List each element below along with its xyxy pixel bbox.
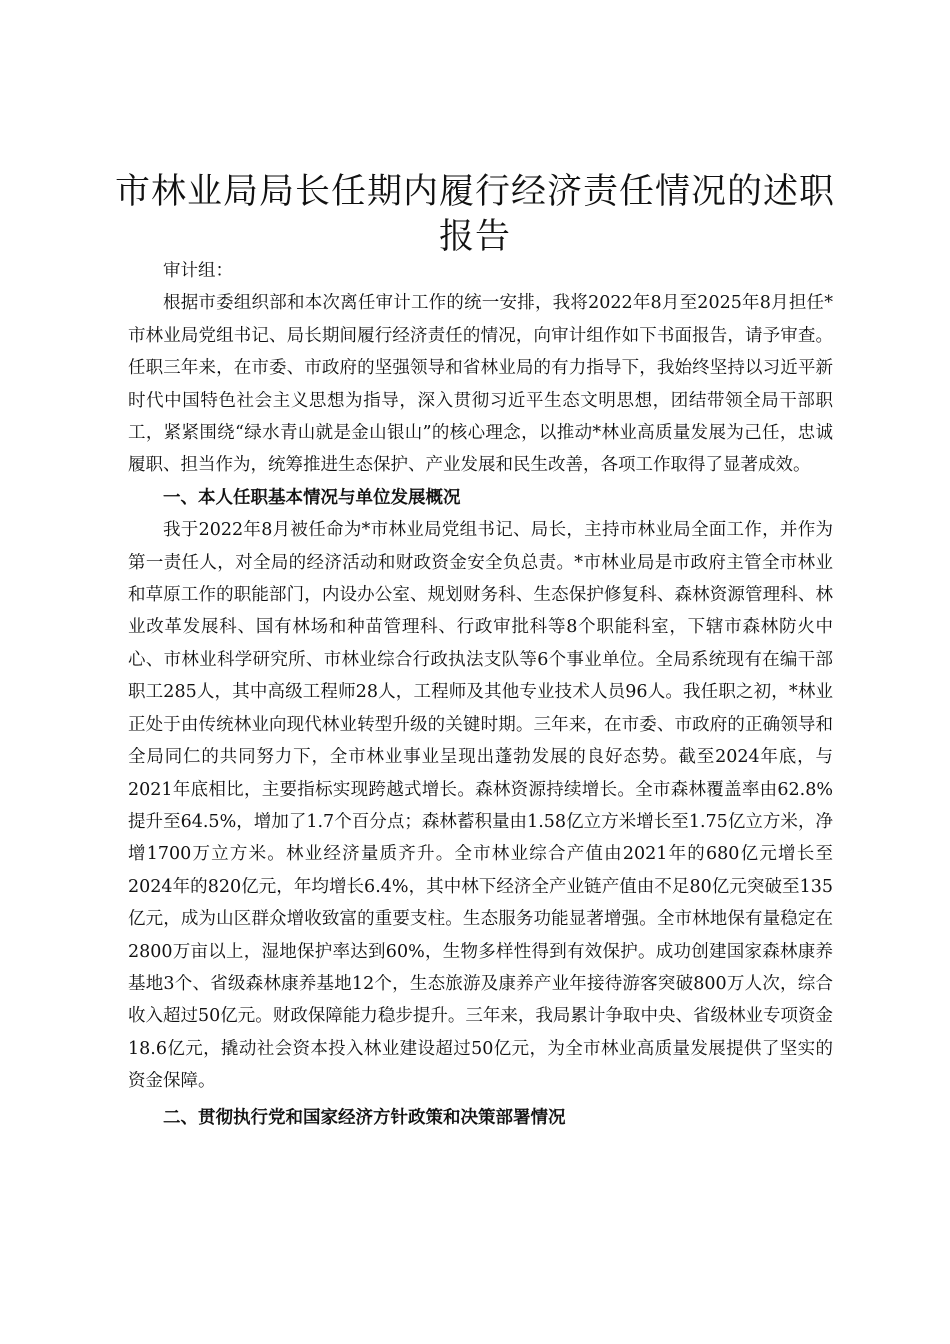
section-1-heading: 一、本人任职基本情况与单位发展概况 (163, 487, 461, 508)
section-1-paragraph: 我于2022年8月被任命为*市林业局党组书记、局长，主持市林业局全面工作，并作为第一责任人，对全局的经济活动和财政资金安全负总责。*市林业局是市政府主管全市林业和草原工作的职能部门，内设办公室、规划财务科、生态保护修复科、森林资源管理科、林业改革发展科、国有林场和种苗管理科、行政审批科等8个职能科室，下辖市森林防火中心、市林业科学研究所、市林业综合行政执法支队等6个事业单位。全局系统现有在编干部职工285人，其中高级工程师28人，工程师及其他专业技术人员96人。我任职之初，*林业正处于由传统林业向现代林业转型升级的关键时期。三年来，在市委、市政府的正确领导和全局同仁的共同努力下，全市林业事业呈现出蓬勃发展的良好态势。截至2024年底，与2021年底相比，主要指标实现跨越式增长。森林资源持续增长。全市森林覆盖率由62.8%提升至64.5%，增加了1.7个百分点；森林蓄积量由1.58亿立方米增长至1.75亿立方米，净增1700万立方米。林业经济量质齐升。全市林业综合产值由2021年的680亿元增长至2024年的820亿元，年均增长6.4%，其中林下经济全产业链产值由不足80亿元突破至135亿元，成为山区群众增收致富的重要支柱。生态服务功能显著增强。全市林地保有量稳定在2800万亩以上，湿地保护率达到60%，生物多样性得到有效保护。成功创建国家森林康养基地3个、省级森林康养基地12个，生态旅游及康养产业年接待游客突破800万人次，综合收入超过50亿元。财政保障能力稳步提升。三年来，我局累计争取中央、省级林业专项资金18.6亿元，撬动社会资本投入林业建设超过50亿元，为全市林业高质量发展提供了坚实的资金保障。 (128, 520, 833, 1092)
salutation: 审计组： (163, 261, 233, 281)
document-title: 市林业局局长任期内履行经济责任情况的述职报告 (114, 172, 835, 257)
section-2-heading: 二、贯彻执行党和国家经济方针政策和决策部署情况 (163, 1107, 566, 1128)
document-body (128, 255, 833, 1134)
intro-paragraph: 根据市委组织部和本次离任审计工作的统一安排，我将2022年8月至2025年8月担任*市林业局党组书记、局长期间履行经济责任的情况，向审计组作如下书面报告，请予审查。任职三年来，在市委、市政府的坚强领导和省林业局的有力指导下，我始终坚持以习近平新时代中国特色社会主义思想为指导，深入贯彻习近平生态文明思想，团结带领全局干部职工，紧紧围绕“绿水青山就是金山银山”的核心理念，以推动*林业高质量发展为己任，忠诚履职、担当作为，统筹推进生态保护、产业发展和民生改善，各项工作取得了显著成效。 (128, 293, 833, 476)
